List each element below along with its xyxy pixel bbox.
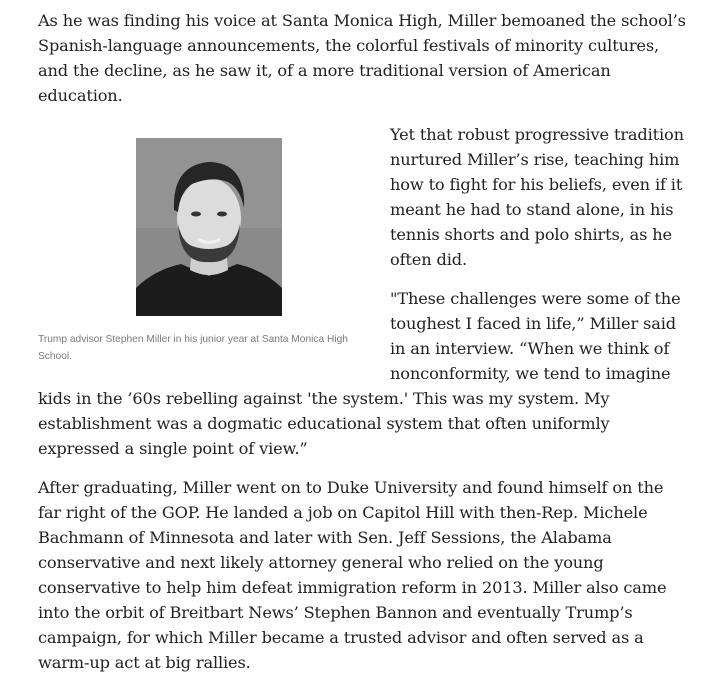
paragraph-4: After graduating, Miller went on to Duke University and found himself on the far right of the GOP. He landed a job on Capitol Hill with then-Rep. Michele Bachmann of Minnesota and later with Sen. Jeff Sessions, the Alabama conservative and next likely attorney general who relied on the young conservative to help him defeat immigration reform in 2013. Miller also came into the orbit of Breitbart News’ Stephen Bannon and eventually Trump’s campaign, for which Miller became a trusted advisor and often served as a warm-up act at big rallies. [38, 478, 667, 672]
photo-right-eye [217, 212, 227, 217]
photo-left-eye [191, 212, 201, 217]
paragraph-2: Yet that robust progressive tradition nurtured Miller’s rise, teaching him how to fight for his beliefs, even if it meant he had to stand alone, in his tennis shorts and polo shirts, as he often did. [390, 125, 684, 269]
portrait-photo [136, 138, 282, 316]
figure-caption: Trump advisor Stephen Miller in his junior year at Santa Monica High School. [38, 334, 348, 362]
article-body [38, 8, 688, 689]
paragraph-1: As he was finding his voice at Santa Monica High, Miller bemoaned the school’s Spanish-language announcements, the colorful festivals of minority cultures, and the decline, as he saw it, of a more traditional version of American education. [38, 11, 686, 105]
paragraph-3: "These challenges were some of the toughest I faced in life,” Miller said in an interview. “When we think of nonconformity, we tend to imagine kids in the ’60s rebelling against 'the system.' This was my system. My establishment was a dogmatic educational system that often uniformly expressed a single point of view.” [38, 289, 681, 458]
article-figure [38, 138, 370, 365]
